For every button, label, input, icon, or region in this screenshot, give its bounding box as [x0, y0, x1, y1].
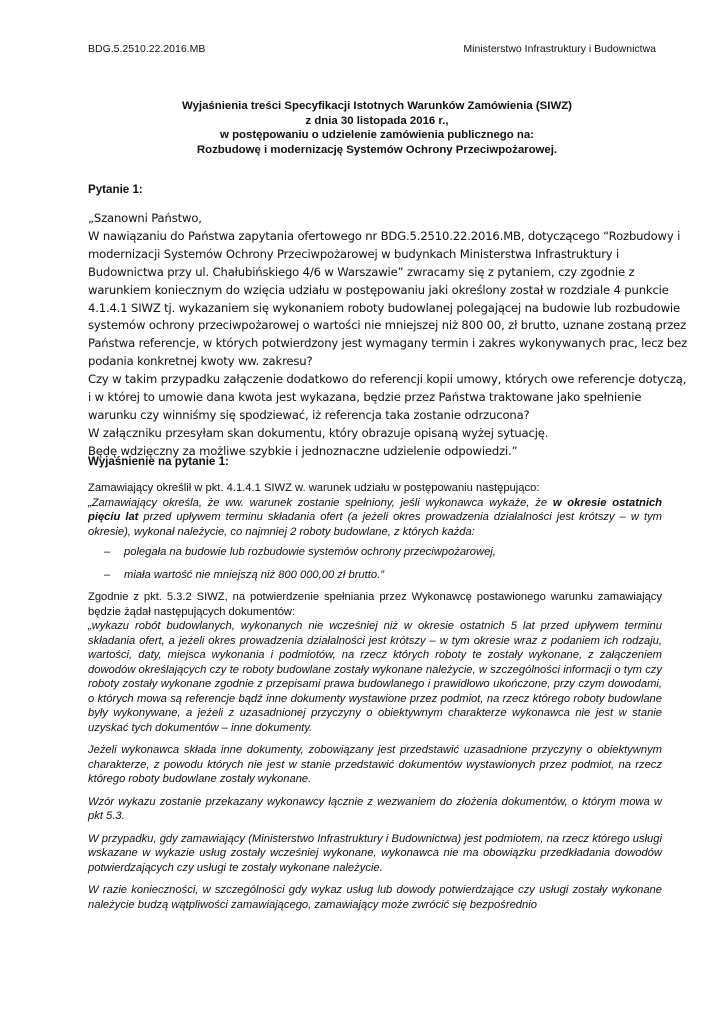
title-line-4: Rozbudowę i modernizację Systemów Ochrony Przeciwpożarowej.: [196, 143, 558, 156]
answer-intro: Zamawiający określił w pkt. 4.1.4.1 SIWZ w. warunek udziału w postępowaniu następująco:: [88, 482, 540, 494]
question-line: modernizacji Systemów Ochrony Przeciwpożarowej w budynkach Ministerstwa Infrastruktury i: [88, 246, 620, 261]
question-line: systemów ochrony przeciwpożarowej o wartości nie mniejszej niż 800 00, zł brutto, uznane zostaną przez: [88, 318, 687, 333]
condition-quote: [88, 496, 662, 540]
question-line: Państwa referencje, w których potwierdzony jest wymagany termin i zakres wykonywanych prac, lecz bez: [88, 336, 688, 351]
dash-bullet: –: [104, 568, 111, 581]
title-line-2: z dnia 30 listopada 2016 r.,: [305, 114, 449, 127]
condition-quote-end: przed upływem terminu składania ofert (a jeżeli okres prowadzenia działalności jest krótszy – w tym okresie), wykonał należycie, co najmniej 2 roboty budowlane, z których każda:: [88, 511, 662, 538]
document-title: [88, 99, 666, 157]
answer-body: [88, 481, 662, 912]
question-line: Czy w takim przypadku załączenie dodatkowo do referencji kopii umowy, których owe referencje dotyczą,: [88, 372, 687, 387]
question-line: W załączniku przesyłam skan dokumentu, który obrazuje opisaną wyżej sytuację.: [88, 425, 549, 440]
question-line: „Szanowni Państwo,: [88, 211, 202, 225]
title-line-1: Wyjaśnienia treści Specyfikacji Istotnych Warunków Zamówienia (SIWZ): [182, 100, 572, 112]
doubts-paragraph: W razie konieczności, w szczególności gdy wykaz usług lub dowody potwierdzające czy usługi zostały wykonane należycie budzą wątpliwości zamawiającego, zamawiający może zwrócić się bezpośrednio: [88, 884, 662, 911]
question-line: warunkiem koniecznym do wzięcia udziału w postępowaniu jaki określony został w rozdziale 4 punkcie: [88, 282, 669, 297]
list-item: [88, 568, 662, 583]
question-line: podania konkretnej kwoty ww. zakresu?: [88, 354, 313, 369]
dash-bullet: –: [104, 546, 111, 558]
question-text: [88, 210, 688, 461]
ministry-case-paragraph: W przypadku, gdy zamawiający (Ministerstwo Infrastruktury i Budownictwa) jest podmiotem, na rzecz którego usługi wskazane w wykazie usług zostały wcześniej wykonane, wykonawca nie ma obowiązku przedkładania dowodów potwierdzających czy usługi te zostały wykonane należycie.: [88, 832, 662, 874]
question-heading: Pytanie 1:: [88, 183, 143, 196]
list-item: [88, 545, 662, 560]
condition-quote-start: „Zamawiający określa, że ww. warunek zostanie spełniony, jeśli wykonawca wykaże, że: [88, 496, 553, 509]
question-line: i w której to umowie dana kwota jest wykazana, będzie przez Państwa traktowane jako spełnienie: [88, 390, 642, 405]
condition-quote-bold: w okresie ostatnich pięciu lat: [88, 496, 662, 523]
question-line: W nawiązaniu do Państwa zapytania ofertowego nr BDG.5.2510.22.2016.MB, dotyczącego “Rozbudowy i: [88, 228, 681, 243]
question-line: warunku czy winniśmy się spodziewać, iż referencja taka zostanie odrzucona?: [88, 407, 530, 422]
documents-intro: Zgodnie z pkt. 5.3.2 SIWZ, na potwierdzenie spełniania przez Wykonawcę postawionego warunku zamawiający będzie żądał następujących dokumentów:: [88, 591, 662, 618]
documents-quote: „wykazu robót budowlanych, wykonanych nie wcześniej niż w okresie ostatnich 5 lat przed upływem terminu składania ofert, a jeżeli okres prowadzenia działalności jest krótszy – w tym okresie wraz z podaniem ich rodzaju, wartości, daty, miejsca wykonania i podmiotów, na rzecz których roboty te zostały wykonane, z załączeniem dowodów określających czy te roboty budowlane zostały wykonane należycie, w szczególności informacji o tym czy roboty zostały wykonane zgodnie z przepisami prawa budowlanego i prawidłowo ukończone, przy czym dowodami, o których mowa są referencje bądź inne dokumenty wystawione przez podmiot, na rzecz którego roboty budowlane były wykonywane, a jeżeli z uzasadnionej przyczyny o obiektywnym charakterze wykonawca nie jest w stanie uzyskać tych dokumentów – inne dokumenty.: [88, 620, 662, 734]
list-item-text: polegała na budowie lub rozbudowie systemów ochrony przeciwpożarowej,: [124, 546, 496, 558]
template-paragraph: Wzór wykazu zostanie przekazany wykonawcy łącznie z wezwaniem do złożenia dokumentów, o którym mowa w pkt 5.3.: [88, 795, 662, 822]
other-documents-paragraph: Jeżeli wykonawca składa inne dokumenty, zobowiązany jest przedstawić uzasadnione przyczyny o obiektywnym charakterze, z powodu których nie jest w stanie przedstawić dokumentów wystawionych przez podmiot, na rzecz którego roboty budowlane zostały wykonane.: [88, 744, 662, 785]
ministry-name: Ministerstwo Infrastruktury i Budownictwa: [463, 43, 656, 55]
question-line: Będę wdzięczny za możliwe szybkie i jednoznaczne udzielenie odpowiedzi.”: [88, 443, 518, 458]
question-line: Budownictwa przy ul. Chałubińskiego 4/6 w Warszawie” zwracamy się z pytaniem, czy zgodnie z: [88, 264, 635, 279]
condition-list: [88, 545, 662, 582]
list-item-text: miała wartość nie mniejszą niż 800 000,00 zł brutto.”: [124, 568, 384, 581]
question-line: 4.1.4.1 SIWZ tj. wykazaniem się wykonaniem roboty budowlanej polegającej na budowie lub rozbudowie: [88, 300, 680, 315]
title-line-3: w postępowaniu o udzielenie zamówienia publicznego na:: [220, 129, 534, 141]
reference-number: BDG.5.2510.22.2016.MB: [88, 43, 206, 55]
answer-heading: Wyjaśnienie na pytanie 1:: [88, 455, 229, 468]
